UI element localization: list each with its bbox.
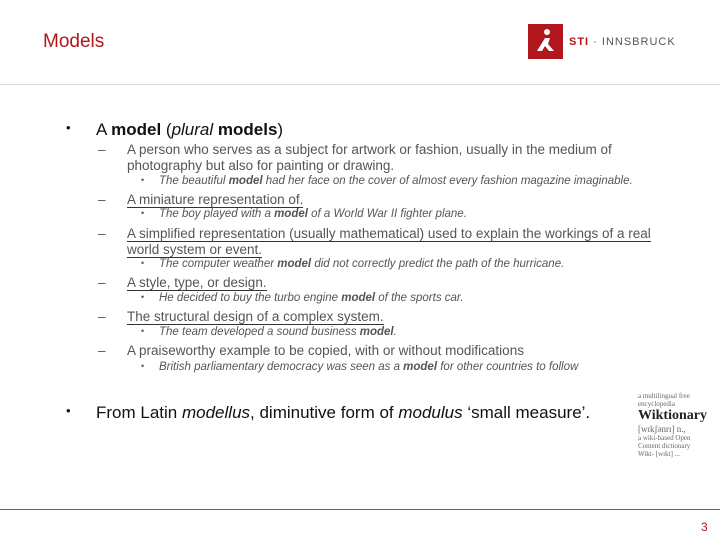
example-sentence: • British parliamentary democracy was seen as a model for other countries to follow [141, 361, 579, 373]
example-sentence: • The team developed a sound business model. [141, 326, 397, 338]
definition-item: – A simplified representation (usually mathematical) used to explain the workings of a real world system or event. [98, 226, 651, 257]
definition-item: – A praiseworthy example to be copied, with or without modifications [98, 343, 524, 358]
sti-logo-icon [528, 24, 563, 59]
definition-item: – A person who serves as a subject for artwork or fashion, usually in the medium of photography but also for painting or drawing. [98, 142, 612, 173]
example-sentence: • The computer weather model did not correctly predict the path of the hurricane. [141, 258, 565, 270]
bullet-dot: • [66, 120, 71, 135]
logo-text: STI · INNSBRUCK [569, 35, 676, 48]
wiktionary-logo: a multilingual free encyclopedia Wiktionary [wɪkʃənrɪ] n., a wiki-based Open Content dictionary Wikt- [wɪkt] ... [638, 392, 707, 458]
footer-divider [0, 509, 720, 510]
definition-item: – A miniature representation of. [98, 192, 304, 207]
example-sentence: • He decided to buy the turbo engine model of the sports car. [141, 292, 464, 304]
page-number: 3 [701, 520, 708, 534]
bullet-model-definition: • A model (plural models) [66, 120, 284, 139]
header-divider [0, 84, 720, 85]
bullet-dot: • [66, 403, 71, 418]
example-sentence: • The beautiful model had her face on the cover of almost every fashion magazine imaginable. [141, 175, 633, 187]
definition-item: – The structural design of a complex system. [98, 309, 384, 324]
sti-innsbruck-logo [528, 24, 676, 59]
bullet-etymology: • From Latin modellus, diminutive form of modulus ‘small measure’. [66, 403, 591, 422]
example-sentence: • The boy played with a model of a World War II fighter plane. [141, 208, 467, 220]
definition-item: – A style, type, or design. [98, 275, 267, 290]
slide-title: Models [43, 31, 105, 52]
